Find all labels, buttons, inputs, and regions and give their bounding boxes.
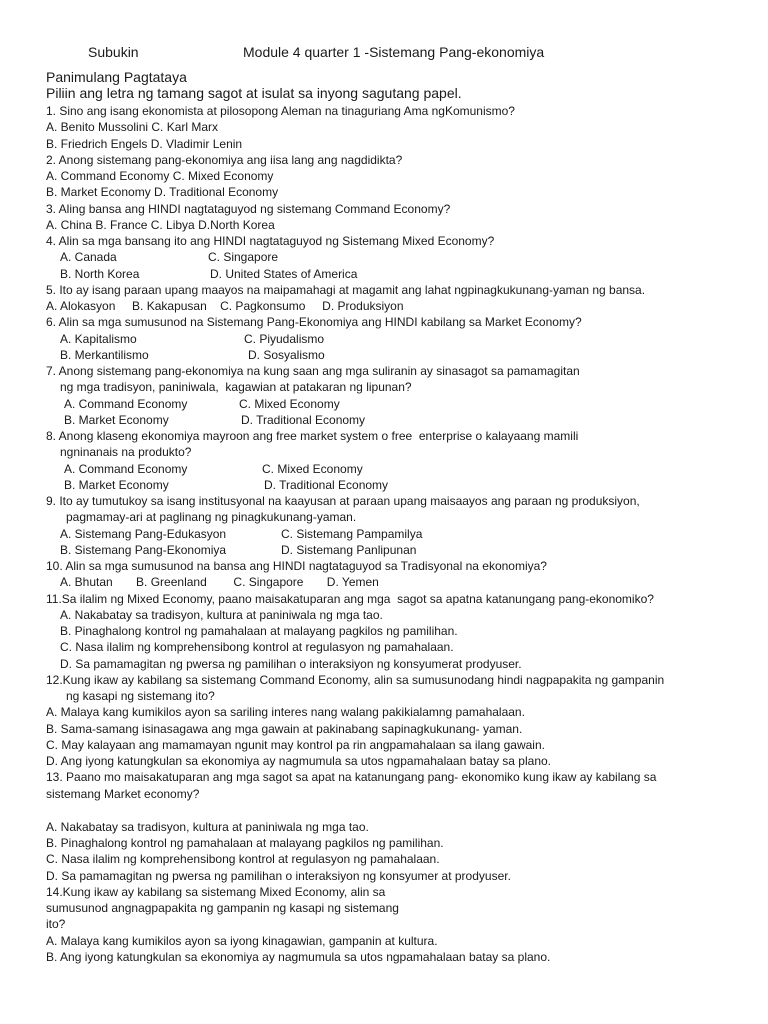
choice-left: B. Market Economy [64, 412, 169, 427]
text-line: A. Malaya kang kumikilos ayon sa iyong kinagawian, gampanin at kultura. [46, 933, 438, 948]
text-line: A. Malaya kang kumikilos ayon sa sariling interes nang walang pakikialamng pamahalaan. [46, 705, 525, 720]
text-line: A. China B. France C. Libya D.North Korea [46, 217, 275, 232]
text-line: C. Nasa ilalim ng komprehensibong kontrol at regulasyon ng pamahalaan. [60, 640, 454, 655]
intro-title: Panimulang Pagtataya [46, 69, 187, 85]
text-line: B. Sama-samang isinasagawa ang mga gawain at pakinabang sapinagkukunang- yaman. [46, 721, 523, 736]
text-line: B. Pinaghalong kontrol ng pamahalaan at malayang pagkilos ng pamilihan. [60, 624, 458, 638]
text-line: ng mga tradisyon, paniniwala, kagawian at patakaran ng lipunan? [60, 380, 412, 395]
text-line: C. May kalayaan ang mamamayan ngunit may kontrol pa rin angpamahalaan sa ilang gawain. [46, 737, 545, 752]
choice-left: A. Sistemang Pang-Edukasyon [60, 526, 227, 541]
header-module-title: Module 4 quarter 1 -Sistemang Pang-ekonomiya [243, 44, 545, 60]
choice-left: B. Merkantilismo [60, 347, 149, 362]
text-line: A. Nakabatay sa tradisyon, kultura at paniniwala ng mga tao. [46, 819, 369, 834]
text-line [46, 266, 758, 282]
text-line: 2. Anong sistemang pang-ekonomiya ang iisa lang ang nagdidikta? [46, 152, 403, 167]
text-line: A. Benito Mussolini C. Karl Marx [46, 120, 219, 135]
text-line: 13. Paano mo maisakatuparan ang mga sagot sa apat na katanungang pang- ekonomiko kung ikaw ay kabilang sa [46, 770, 657, 785]
text-line: A. Command Economy C. Mixed Economy [46, 169, 274, 183]
choice-right: C. Singapore [208, 250, 279, 265]
choice-right: D. Traditional Economy [241, 412, 366, 427]
header-subukin: Subukin [88, 44, 139, 60]
text-line: B. Friedrich Engels D. Vladimir Lenin [46, 136, 243, 151]
choice-left: A. Canada [60, 250, 117, 265]
text-line: B. Ang iyong katungkulan sa ekonomiya ay nagmumula sa utos ngpamahalaan batay sa plano. [46, 949, 551, 964]
choice-right: C. Mixed Economy [262, 461, 363, 476]
text-line: 11.Sa ilalim ng Mixed Economy, paano maisakatuparan ang mga sagot sa apatna katanungang pang-ekonomiko? [46, 591, 654, 606]
text-line: sumusunod angnagpapakita ng gampanin ng kasapi ng sistemang [46, 901, 399, 915]
text-line: 14.Kung ikaw ay kabilang sa sistemang Mixed Economy, alin sa [46, 884, 386, 899]
question-list [46, 103, 758, 965]
text-line: A. Alokasyon B. Kakapusan C. Pagkonsumo D. Produksiyon [46, 299, 404, 313]
text-line: D. Sa pamamagitan ng pwersa ng pamilihan o interaksiyon ng konsyumerat prodyuser. [60, 656, 522, 671]
choice-right: C. Piyudalismo [244, 331, 325, 346]
choice-right: D. Sosyalismo [248, 347, 325, 362]
text-line: B. Pinaghalong kontrol ng pamahalaan at malayang pagkilos ng pamilihan. [46, 836, 444, 850]
text-line: D. Ang iyong katungkulan sa ekonomiya ay nagmumula sa utos ngpamahalaan batay sa plano. [46, 754, 551, 768]
choice-right: C. Mixed Economy [239, 396, 340, 411]
text-line [46, 461, 758, 477]
text-line [46, 347, 758, 363]
choice-right: C. Sistemang Pampamilya [281, 526, 423, 541]
choice-left: A. Command Economy [64, 396, 188, 411]
text-line [46, 396, 758, 412]
text-line: ito? [46, 917, 66, 932]
choice-right: D. Sistemang Panlipunan [281, 542, 417, 557]
text-line [46, 526, 758, 542]
choice-left: B. Market Economy [64, 477, 169, 492]
choice-left: A. Kapitalismo [60, 331, 137, 346]
text-line: 5. Ito ay isang paraan upang maayos na maipamahagi at magamit ang lahat ngpinagkukunang-yaman ng bansa. [46, 282, 646, 297]
text-line [46, 542, 758, 558]
text-line: 7. Anong sistemang pang-ekonomiya na kung saan ang mga suliranin ay sinasagot sa pamamagitan [46, 364, 580, 378]
text-line: 1. Sino ang isang ekonomista at pilosopong Aleman na tinaguriang Ama ngKomunismo? [46, 104, 515, 118]
text-line: sistemang Market economy? [46, 786, 200, 801]
text-line: A. Nakabatay sa tradisyon, kultura at paniniwala ng mga tao. [60, 607, 383, 622]
choice-right: D. Traditional Economy [264, 477, 389, 492]
text-line: D. Sa pamamagitan ng pwersa ng pamilihan o interaksiyon ng konsyumer at prodyuser. [46, 868, 511, 883]
text-line: ng kasapi ng sistemang ito? [66, 689, 215, 703]
text-line: B. Market Economy D. Traditional Economy [46, 185, 279, 200]
choice-left: B. Sistemang Pang-Ekonomiya [60, 542, 227, 557]
text-line: A. Bhutan B. Greenland C. Singapore D. Yemen [60, 575, 379, 590]
choice-right: D. United States of America [210, 266, 358, 281]
text-line [46, 331, 758, 347]
text-line: 12.Kung ikaw ay kabilang sa sistemang Command Economy, alin sa sumusunodang hindi nagpapakita ng gampanin [46, 672, 665, 687]
text-line: 9. Ito ay tumutukoy sa isang institusyonal na kaayusan at paraan upang maisaayos ang paraan ng produksiyon, [46, 494, 640, 508]
text-line: C. Nasa ilalim ng komprehensibong kontrol at regulasyon ng pamahalaan. [46, 852, 440, 867]
text-line: 8. Anong klaseng ekonomiya mayroon ang free market system o free enterprise o kalayaang mamili [46, 429, 579, 443]
intro-instruction: Piliin ang letra ng tamang sagot at isulat sa inyong sagutang papel. [46, 85, 462, 101]
text-line [46, 412, 758, 428]
spacer [46, 802, 758, 819]
text-line [46, 477, 758, 493]
choice-left: A. Command Economy [64, 461, 188, 476]
text-line: 6. Alin sa mga sumusunod na Sistemang Pang-Ekonomiya ang HINDI kabilang sa Market Economy? [46, 315, 582, 330]
choice-left: B. North Korea [60, 266, 140, 281]
text-line: 10. Alin sa mga sumusunod na bansa ang HINDI nagtataguyod sa Tradisyonal na ekonomiya? [46, 559, 547, 573]
text-line [46, 249, 758, 265]
text-line: 4. Alin sa mga bansang ito ang HINDI nagtataguyod ng Sistemang Mixed Economy? [46, 234, 495, 248]
text-line: 3. Aling bansa ang HINDI nagtataguyod ng sistemang Command Economy? [46, 201, 451, 216]
text-line: pagmamay-ari at paglinang ng pinagkukunang-yaman. [66, 510, 357, 525]
text-line: ngninanais na produkto? [60, 445, 192, 460]
